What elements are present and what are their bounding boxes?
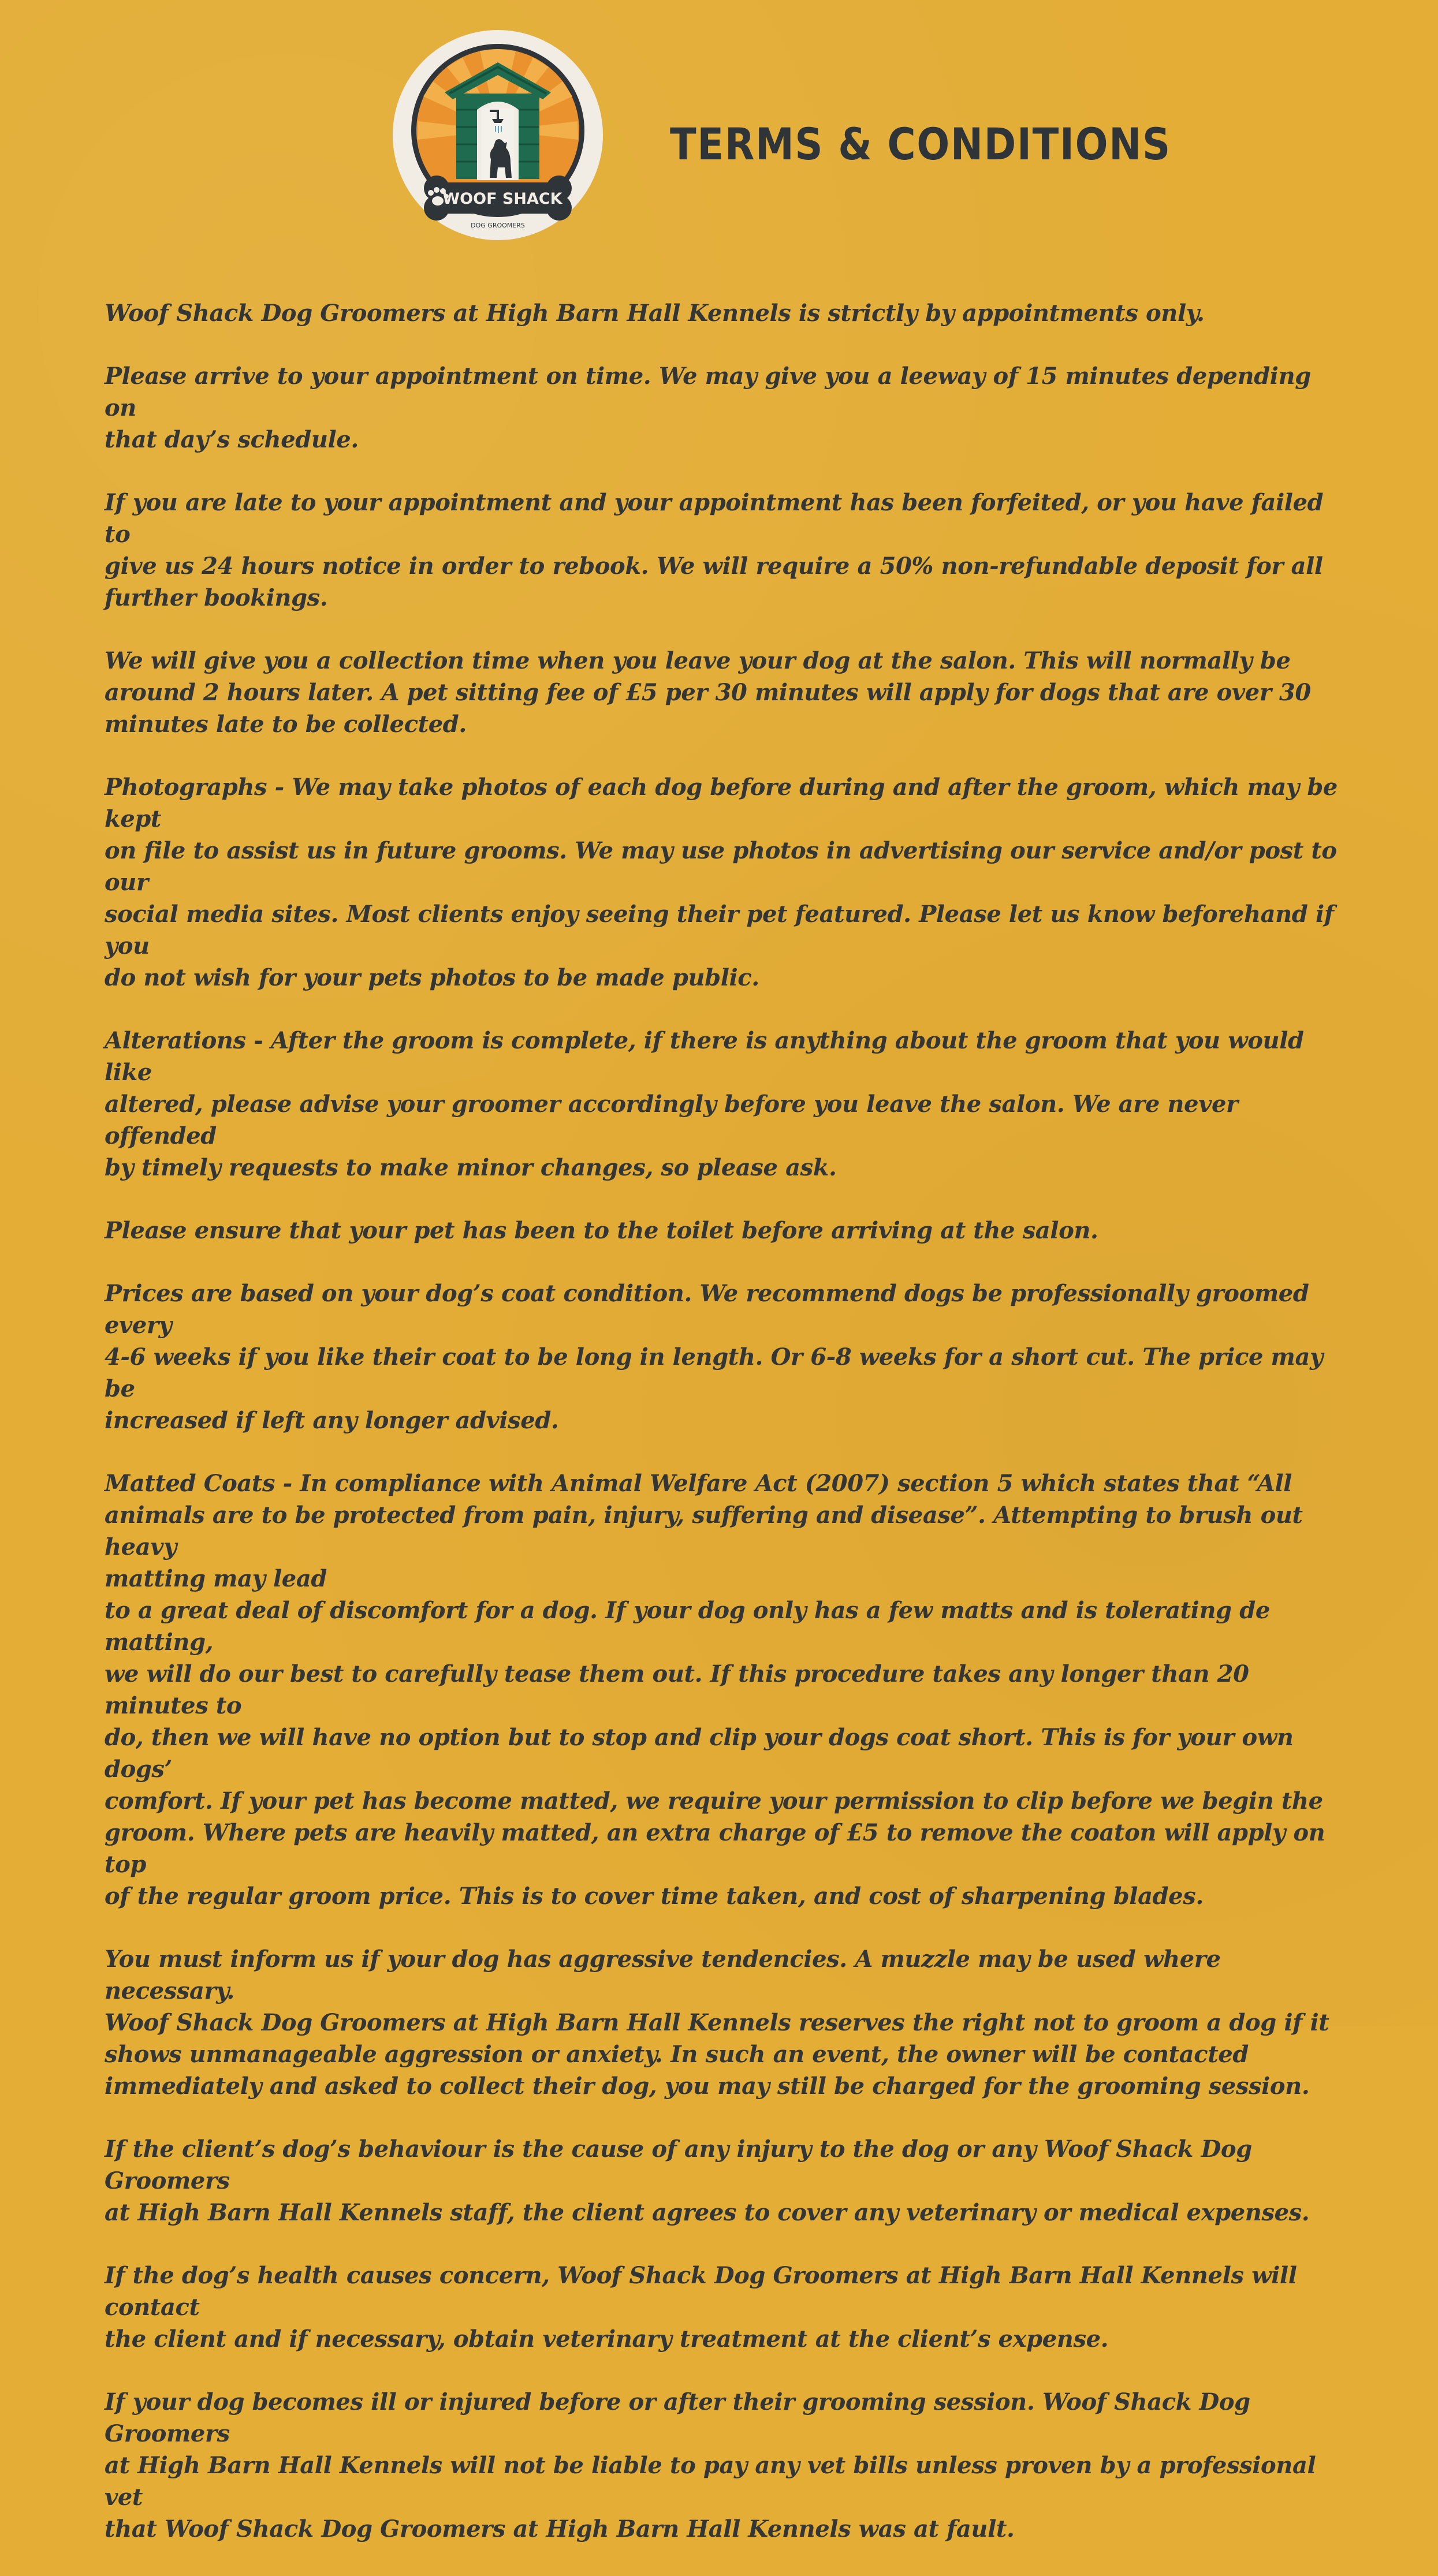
term-health-concern: If the dog’s health causes concern, Woof Shack Dog Groomers at High Barn Hall Kennels will contact the client and if necessary, obtain veterinary treatment at the client’s expense. <box>105 2262 1297 2353</box>
woof-shack-logo <box>392 29 604 241</box>
logo-tagline: DOG GROOMERS <box>471 222 525 229</box>
term-alterations: Alterations - After the groom is complete, if there is anything about the groom that you would like altered, please advise your groomer accordingly before you leave the salon. We are never offended by timely requests to make minor changes, so please ask. <box>105 1027 1304 1181</box>
logo-brand-name: WOOF SHACK <box>442 190 562 208</box>
dog-grooming-hut-logo-icon <box>392 29 604 241</box>
term-collection-time: We will give you a collection time when you leave your dog at the salon. This will normally be around 2 hours later. A pet sitting fee of £5 per 30 minutes will apply for dogs that are over 30 minutes late to be collected. <box>105 647 1311 738</box>
term-late-forfeit: If you are late to your appointment and your appointment has been forfeited, or you have failed to give us 24 hours notice in order to rebook. We will require a 50% non-refundable deposit for all further bookings. <box>105 489 1324 611</box>
term-injury-liability: If the client’s dog’s behaviour is the cause of any injury to the dog or any Woof Shack Dog Groomers at High Barn Hall Kennels staff, the client agrees to cover any veterinary or medical expenses. <box>105 2136 1310 2226</box>
term-vet-bills: If your dog becomes ill or injured before or after their grooming session. Woof Shack Dog Groomers at High Barn Hall Kennels will not be liable to pay any vet bills unless proven by a professional vet that Woof Shack Dog Groomers at High Barn Hall Kennels was at fault. <box>105 2388 1316 2543</box>
page-header <box>0 0 1438 248</box>
term-photographs: Photographs - We may take photos of each dog before during and after the groom, which may be kept on file to assist us in future grooms. We may use photos in advertising our service and/or post to our social media sites. Most clients enjoy seeing their pet featured. Please let us know beforehand if you do not wish for your pets photos to be made public. <box>105 774 1338 991</box>
term-arrival-time: Please arrive to your appointment on time. We may give you a leeway of 15 minutes depending on that day’s schedule. <box>105 363 1311 453</box>
term-prices: Prices are based on your dog’s coat condition. We recommend dogs be professionally groomed every 4-6 weeks if you like their coat to be long in length. Or 6-8 weeks for a short cut. The price may be increased if left any longer advised. <box>105 1280 1323 1434</box>
term-appointments-only: Woof Shack Dog Groomers at High Barn Hall Kennels is strictly by appointments only. <box>105 300 1205 327</box>
term-toilet: Please ensure that your pet has been to the toilet before arriving at the salon. <box>105 1217 1098 1244</box>
terms-list <box>105 297 1346 2576</box>
term-matted-coats: Matted Coats - In compliance with Animal Welfare Act (2007) section 5 which states that “All animals are to be protected from pain, injury, suffering and disease”. Attempting to brush out heavy matting may lead to a great deal of discomfort for a dog. If your dog only has a few matts and is tolerating de matting, we will do our best to carefully tease them out. If this procedure takes any longer than 20 minutes to do, then we will have no option but to stop and clip your dogs coat short. This is for your own dogs’ comfort. If your pet has become matted, we require your permission to clip before we begin the groom. Where pets are heavily matted, an extra charge of £5 to remove the coaton will apply on top of the regular groom price. This is to cover time taken, and cost of sharpening blades. <box>105 1470 1325 1910</box>
page-title: TERMS & CONDITIONS <box>670 118 1171 170</box>
term-aggression: You must inform us if your dog has aggressive tendencies. A muzzle may be used where necessary. Woof Shack Dog Groomers at High Barn Hall Kennels reserves the right not to groom a dog if it shows unmanageable aggression or anxiety. In such an event, the owner will be contacted immediately and asked to collect their dog, you may still be charged for the grooming session. <box>105 1946 1329 2100</box>
